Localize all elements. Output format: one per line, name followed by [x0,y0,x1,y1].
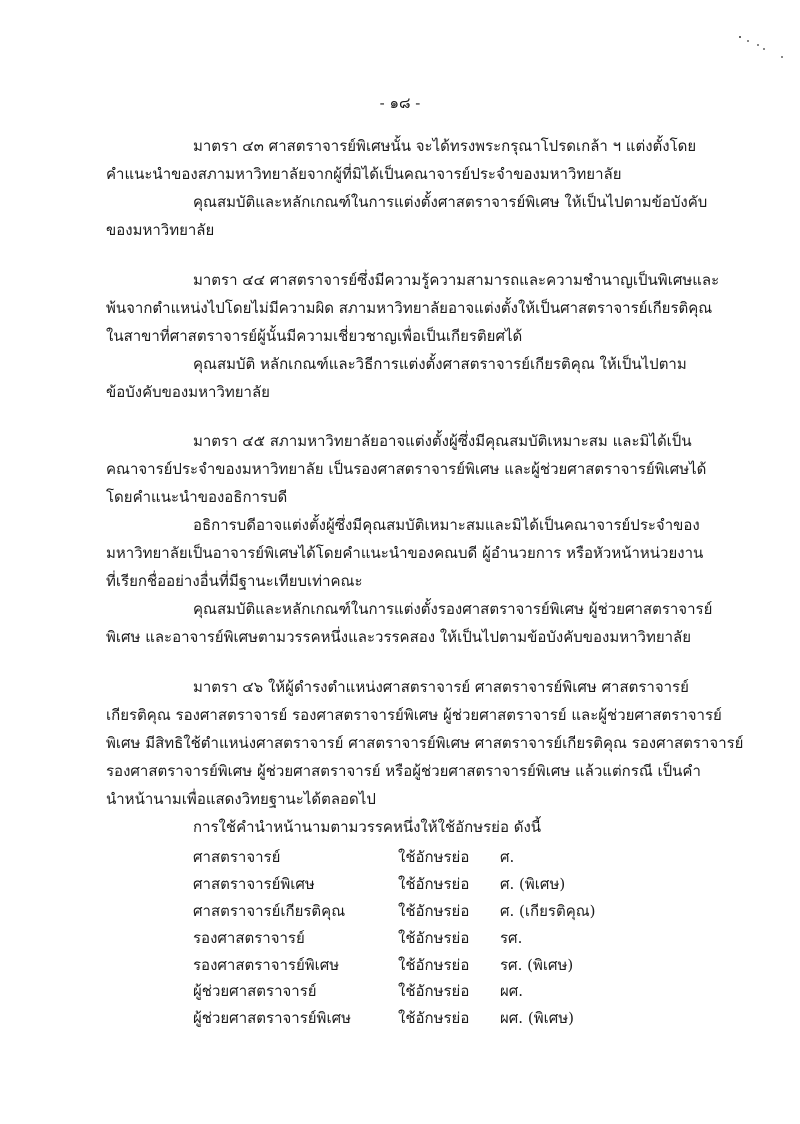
section-45-line: โดยคำแนะนำของอธิการบดี [106,488,288,506]
section-44-line: คุณสมบัติ หลักเกณฑ์และวิธีการแต่งตั้งศาสตราจารย์เกียรติคุณ ให้เป็นไปตาม [193,355,687,373]
abbreviation-table [193,844,596,1032]
page-number: - ๑๘ - [379,94,421,112]
scan-speck-marks [737,34,787,62]
abbreviation-value: ผศ. [500,982,524,1001]
abbreviation-value: ศ. [500,848,515,867]
academic-title: ผู้ช่วยศาสตราจารย์พิเศษ [193,1009,351,1028]
section-43-line: คุณสมบัติและหลักเกณฑ์ในการแต่งตั้งศาสตราจารย์พิเศษ ให้เป็นไปตามข้อบังคับ [193,193,708,211]
section-45-line: พิเศษ และอาจารย์พิเศษตามวรรคหนึ่งและวรรคสอง ให้เป็นไปตามข้อบังคับของมหาวิทยาลัย [106,628,692,646]
table-row [193,951,596,978]
abbreviation-instruction: ใช้อักษรย่อ [398,1009,470,1028]
table-row [193,898,596,925]
abbreviation-value: ผศ. (พิเศษ) [500,1009,574,1028]
academic-title: รองศาสตราจารย์พิเศษ [193,955,340,974]
section-45-line: คณาจารย์ประจำของมหาวิทยาลัย เป็นรองศาสตราจารย์พิเศษ และผู้ช่วยศาสตราจารย์พิเศษได้ [106,460,707,478]
section-44-heading-line: มาตรา ๔๔ ศาสตราจารย์ซึ่งมีความรู้ความสามารถและความชำนาญเป็นพิเศษและ [193,271,720,289]
academic-title: ผู้ช่วยศาสตราจารย์ [193,982,317,1001]
table-row [193,871,596,898]
section-46-line: พิเศษ มีสิทธิใช้ตำแหน่งศาสตราจารย์ ศาสตราจารย์พิเศษ ศาสตราจารย์เกียรติคุณ รองศาสตราจารย์ [106,734,744,752]
section-46-heading-line: มาตรา ๔๖ ให้ผู้ดำรงตำแหน่งศาสตราจารย์ ศาสตราจารย์พิเศษ ศาสตราจารย์ [193,678,689,696]
section-43-line: คำแนะนำของสภามหาวิทยาลัยจากผู้ที่มิได้เป็นคณาจารย์ประจำของมหาวิทยาลัย [106,165,622,183]
section-45-line: ที่เรียกชื่ออย่างอื่นที่มีฐานะเทียบเท่าคณะ [106,572,363,590]
section-44-line: ในสาขาที่ศาสตราจารย์ผู้นั้นมีความเชี่ยวชาญเพื่อเป็นเกียรติยศได้ [106,327,523,345]
section-45-heading-line: มาตรา ๔๕ สภามหาวิทยาลัยอาจแต่งตั้งผู้ซึ่งมีคุณสมบัติเหมาะสม และมิได้เป็น [193,432,692,450]
academic-title: รองศาสตราจารย์ [193,928,305,947]
table-row [193,1005,596,1032]
section-43-heading-line: มาตรา ๔๓ ศาสตราจารย์พิเศษนั้น จะได้ทรงพระกรุณาโปรดเกล้า ฯ แต่งตั้งโดย [193,137,697,155]
section-44-line: ข้อบังคับของมหาวิทยาลัย [106,383,270,401]
abbreviation-instruction: ใช้อักษรย่อ [398,982,470,1001]
abbreviation-value: ศ. (พิเศษ) [500,875,566,894]
academic-title: ศาสตราจารย์พิเศษ [193,875,315,894]
table-row [193,978,596,1005]
academic-title: ศาสตราจารย์ [193,848,281,867]
section-44-line: พ้นจากตำแหน่งไปโดยไม่มีความผิด สภามหาวิทยาลัยอาจแต่งตั้งให้เป็นศาสตราจารย์เกียรติคุณ [106,299,713,317]
section-46-line: นำหน้านามเพื่อแสดงวิทยฐานะได้ตลอดไป [106,790,376,808]
section-45-line: มหาวิทยาลัยเป็นอาจารย์พิเศษได้โดยคำแนะนำของคณบดี ผู้อำนวยการ หรือหัวหน้าหน่วยงาน [106,544,704,562]
abbreviation-value: ศ. (เกียรติคุณ) [500,901,596,920]
section-46-line: รองศาสตราจารย์พิเศษ ผู้ช่วยศาสตราจารย์ หรือผู้ช่วยศาสตราจารย์พิเศษ แล้วแต่กรณี เป็นคำ [106,762,701,780]
table-row [193,924,596,951]
abbreviation-instruction: ใช้อักษรย่อ [398,901,470,920]
section-45-line: อธิการบดีอาจแต่งตั้งผู้ซึ่งมีคุณสมบัติเหมาะสมและมิได้เป็นคณาจารย์ประจำของ [193,516,700,534]
section-46-line: การใช้คำนำหน้านามตามวรรคหนึ่งให้ใช้อักษรย่อ ดังนี้ [193,818,542,836]
abbreviation-value: รศ. [500,928,523,947]
table-row [193,844,596,871]
abbreviation-value: รศ. (พิเศษ) [500,955,574,974]
abbreviation-instruction: ใช้อักษรย่อ [398,928,470,947]
section-46-line: เกียรติคุณ รองศาสตราจารย์ รองศาสตราจารย์พิเศษ ผู้ช่วยศาสตราจารย์ และผู้ช่วยศาสตราจารย์ [106,706,722,724]
section-45-line: คุณสมบัติและหลักเกณฑ์ในการแต่งตั้งรองศาสตราจารย์พิเศษ ผู้ช่วยศาสตราจารย์ [193,600,713,618]
abbreviation-instruction: ใช้อักษรย่อ [398,875,470,894]
abbreviation-instruction: ใช้อักษรย่อ [398,848,470,867]
section-43-line: ของมหาวิทยาลัย [106,221,215,239]
abbreviation-instruction: ใช้อักษรย่อ [398,955,470,974]
academic-title: ศาสตราจารย์เกียรติคุณ [193,901,346,920]
